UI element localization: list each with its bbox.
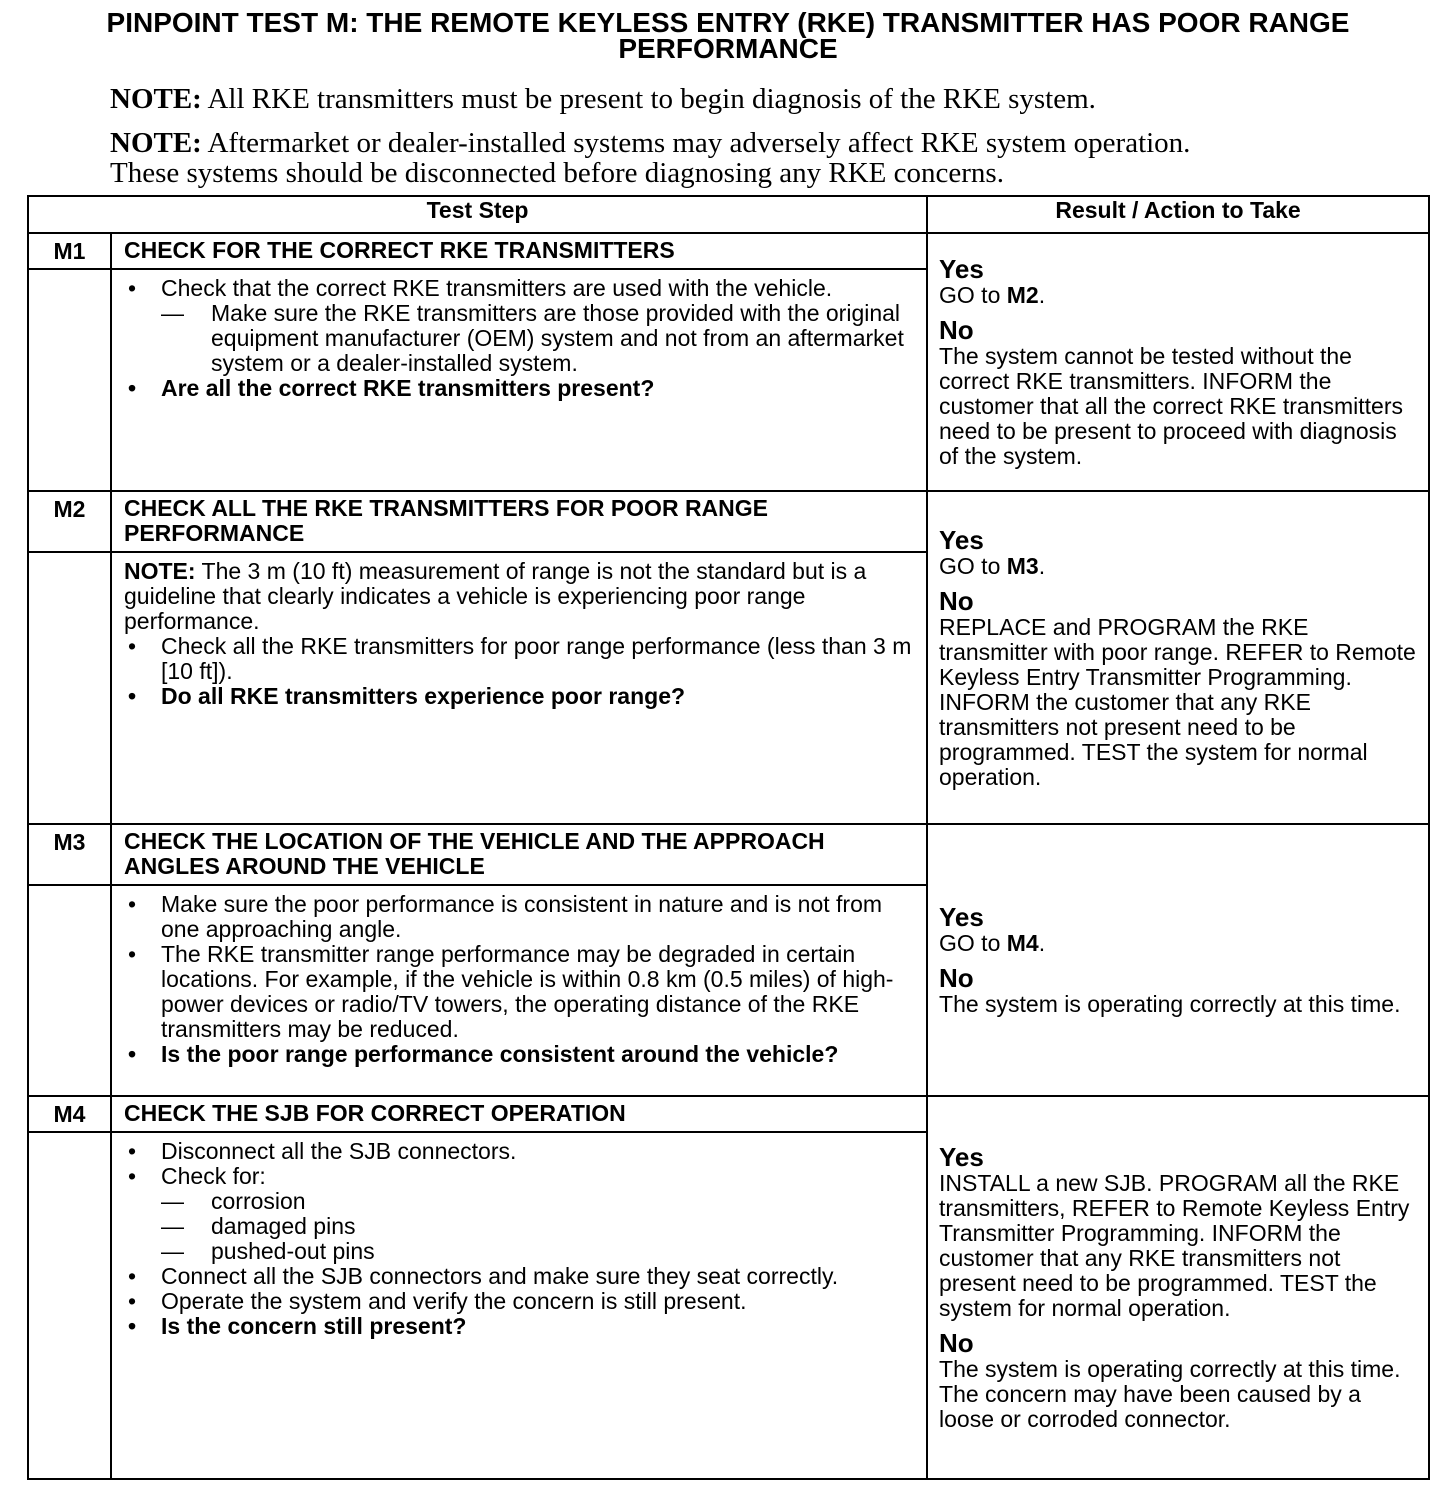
list-item: • The RKE transmitter range performance may be degraded in certain locations. For example, if the vehicle is within 0.8 km (0.5 miles) of high-power devices or radio/TV towers, the operating distance of the RKE transmitters may be reduced. — [124, 942, 914, 1042]
title-line-1: PINPOINT TEST M: THE REMOTE KEYLESS ENTRY (RKE) TRANSMITTER HAS POOR RANGE — [106, 7, 1350, 38]
step-question: • Is the concern still present? — [124, 1314, 914, 1339]
step-question: • Are all the correct RKE transmitters present? — [124, 376, 914, 401]
step-m2-body — [111, 552, 927, 824]
yes-action — [939, 283, 1422, 308]
step-note-label: NOTE: — [124, 558, 196, 584]
go-to-step-link: M3 — [1006, 552, 1039, 579]
step-id: M4 — [28, 1096, 111, 1132]
sub-list-item: — pushed-out pins — [161, 1239, 914, 1264]
title-line-2: PERFORMANCE — [618, 33, 838, 64]
no-label: No — [939, 315, 974, 345]
sub-list-item: — corrosion — [161, 1189, 914, 1214]
page-title — [0, 7, 1456, 64]
list-item — [124, 1164, 914, 1264]
list-item: • Check all the RKE transmitters for poor range performance (less than 3 m [10 ft]). — [124, 634, 914, 684]
note-2-label: NOTE: — [110, 127, 202, 159]
note-2 — [110, 128, 1410, 188]
no-label: No — [939, 1328, 974, 1358]
no-action: The system cannot be tested without the correct RKE transmitters. INFORM the customer that all the correct RKE transmitters need to be present to proceed with diagnosis of the system. — [939, 343, 1404, 469]
list-item-text: Check for: — [161, 1163, 266, 1189]
step-id: M3 — [28, 824, 111, 885]
go-to-step-link: M4 — [1006, 930, 1039, 956]
step-id-blank — [28, 552, 111, 824]
list-item: • Connect all the SJB connectors and make sure they seat correctly. — [124, 1264, 914, 1289]
list-item: • Disconnect all the SJB connectors. — [124, 1139, 914, 1164]
yes-action-end: . — [1038, 930, 1046, 956]
step-m2-title-row — [28, 491, 1429, 552]
step-bullets — [124, 276, 914, 401]
step-question: • Do all RKE transmitters experience poor range? — [124, 684, 914, 709]
yes-action — [939, 931, 1422, 956]
step-title: CHECK THE SJB FOR CORRECT OPERATION — [111, 1096, 927, 1132]
step-m3-result — [927, 824, 1429, 1096]
header-result-action: Result / Action to Take — [927, 196, 1429, 233]
yes-action-text: GO to — [939, 930, 1007, 956]
step-bullets — [124, 892, 914, 1067]
note-1 — [110, 84, 1410, 114]
sub-list-item: — Make sure the RKE transmitters are those provided with the original equipment manufacturer (OEM) system and not from an aftermarket system or a dealer-installed system. — [161, 301, 914, 376]
no-action: REPLACE and PROGRAM the RKE transmitter with poor range. REFER to Remote Keyless Entry Transmitter Programming. INFORM the customer that any RKE transmitters not present need to be programmed. TEST the system for normal operation. — [939, 613, 1416, 790]
yes-label: Yes — [939, 902, 984, 932]
yes-label: Yes — [939, 1142, 984, 1172]
step-m1-body — [111, 269, 927, 491]
step-bullets — [124, 1139, 914, 1339]
sub-list — [161, 301, 914, 376]
note-2-text-line-2: These systems should be disconnected before diagnosing any RKE concerns. — [110, 157, 1004, 189]
yes-action-end: . — [1038, 552, 1046, 579]
no-label: No — [939, 963, 974, 993]
step-id-blank — [28, 885, 111, 1096]
step-m3-title-row — [28, 824, 1429, 885]
yes-action-end: . — [1038, 282, 1046, 308]
list-item: • Make sure the poor performance is consistent in nature and is not from one approaching angle. — [124, 892, 914, 942]
step-m1-result — [927, 233, 1429, 491]
note-1-text: All RKE transmitters must be present to begin diagnosis of the RKE system. — [201, 83, 1096, 115]
yes-action-text: GO to — [939, 282, 1007, 308]
step-bullets — [124, 634, 914, 709]
step-question: • Is the poor range performance consistent around the vehicle? — [124, 1042, 914, 1067]
step-title: CHECK THE LOCATION OF THE VEHICLE AND THE APPROACH ANGLES AROUND THE VEHICLE — [111, 824, 927, 885]
list-item-text: Check that the correct RKE transmitters are used with the vehicle. — [161, 275, 833, 301]
no-action: The system is operating correctly at this time. The concern may have been caused by a loose or corroded connector. — [939, 1356, 1401, 1432]
yes-action: INSTALL a new SJB. PROGRAM all the RKE transmitters, REFER to Remote Keyless Entry Transmitter Programming. INFORM the customer that any RKE transmitters not present need to be programmed. TEST the system for normal operation. — [939, 1170, 1410, 1321]
yes-action-text: GO to — [939, 552, 1007, 579]
no-action: The system is operating correctly at this time. — [939, 991, 1401, 1017]
list-item — [124, 276, 914, 376]
step-m4-result — [927, 1096, 1429, 1479]
yes-label: Yes — [939, 254, 984, 284]
note-1-label: NOTE: — [110, 83, 202, 115]
go-to-step-link: M2 — [1006, 282, 1039, 308]
step-title: CHECK ALL THE RKE TRANSMITTERS FOR POOR RANGE PERFORMANCE — [111, 491, 927, 552]
step-m1-title-row — [28, 233, 1429, 269]
sub-list — [161, 1189, 914, 1264]
list-item: • Operate the system and verify the concern is still present. — [124, 1289, 914, 1314]
step-m2-result — [927, 491, 1429, 824]
note-2-text: Aftermarket or dealer-installed systems may adversely affect RKE system operation. — [201, 127, 1191, 159]
step-id: M2 — [28, 491, 111, 552]
step-id: M1 — [28, 233, 111, 269]
step-m3-body — [111, 885, 927, 1096]
yes-action — [939, 554, 1422, 579]
step-id-blank — [28, 1132, 111, 1479]
step-title: CHECK FOR THE CORRECT RKE TRANSMITTERS — [111, 233, 927, 269]
step-id-blank — [28, 269, 111, 491]
step-note — [124, 559, 914, 634]
step-note-text: The 3 m (10 ft) measurement of range is not the standard but is a guideline that clearly indicates a vehicle is experiencing poor range performance. — [124, 558, 867, 634]
pinpoint-test-table — [27, 195, 1430, 1480]
sub-list-item: — damaged pins — [161, 1214, 914, 1239]
header-test-step: Test Step — [28, 196, 927, 233]
yes-label: Yes — [939, 524, 984, 555]
step-m4-title-row — [28, 1096, 1429, 1132]
step-m4-body — [111, 1132, 927, 1479]
no-label: No — [939, 585, 974, 616]
table-header-row — [28, 196, 1429, 233]
